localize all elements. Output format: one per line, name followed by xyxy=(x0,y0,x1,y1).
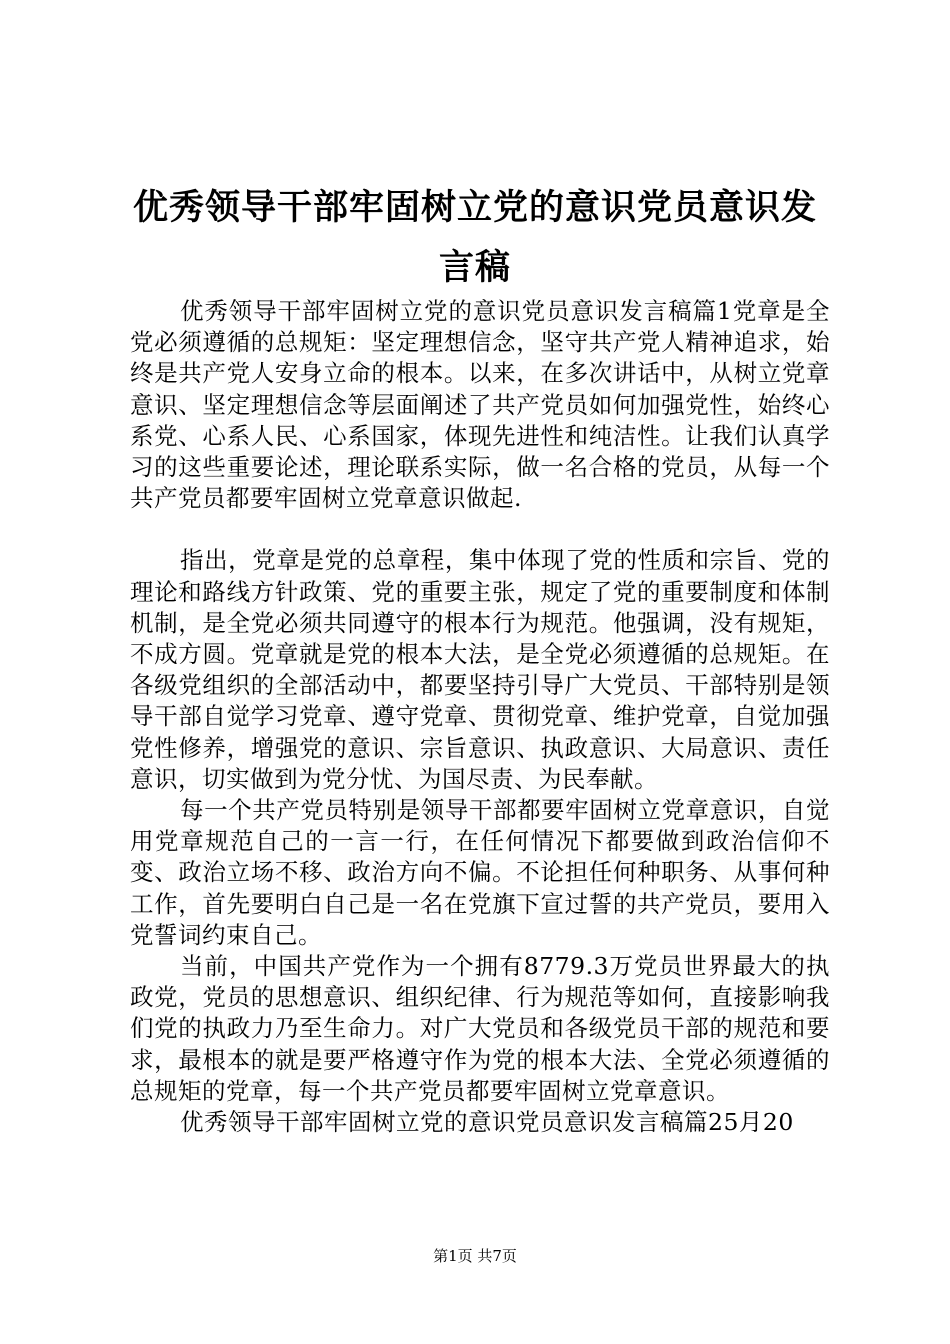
document-body xyxy=(130,296,830,1138)
page-number-footer: 第1页 共7页 xyxy=(433,1247,517,1265)
paragraph: 指出，党章是党的总章程，集中体现了党的性质和宗旨、党的理论和路线方针政策、党的重要主张，规定了党的重要制度和体制机制，是全党必须共同遵守的根本行为规范。他强调，没有规矩，不成方圆。党章就是党的根本大法，是全党必须遵循的总规矩。在各级党组织的全部活动中，都要坚持引导广大党员、干部特别是领导干部自觉学习党章、遵守党章、贯彻党章、维护党章，自觉加强党性修养，增强党的意识、宗旨意识、执政意识、大局意识、责任意识，切实做到为党分忧、为国尽责、为民奉献。 xyxy=(130,546,830,793)
document-title: 优秀领导干部牢固树立党的意识党员意识发言稿 xyxy=(132,188,817,288)
paragraph: 每一个共产党员特别是领导干部都要牢固树立党章意识，自觉用党章规范自己的一言一行，在任何情况下都要做到政治信仰不变、政治立场不移、政治方向不偏。不论担任何种职务、从事何种工作，首先要明白自己是一名在党旗下宣过誓的共产党员，要用入党誓词约束自己。 xyxy=(130,796,830,949)
paragraph: 优秀领导干部牢固树立党的意识党员意识发言稿篇25月20 xyxy=(180,1108,794,1137)
paragraph-spacer xyxy=(130,514,830,545)
paragraph: 优秀领导干部牢固树立党的意识党员意识发言稿篇1党章是全党必须遵循的总规矩：坚定理想信念，坚守共产党人精神追求，始终是共产党人安身立命的根本。以来，在多次讲话中，从树立党章意识、坚定理想信念等层面阐述了共产党员如何加强党性，始终心系党、心系人民、心系国家，体现先进性和纯洁性。让我们认真学习的这些重要论述，理论联系实际，做一名合格的党员，从每一个共产党员都要牢固树立党章意识做起. xyxy=(130,297,830,513)
paragraph: 当前，中国共产党作为一个拥有8779.3万党员世界最大的执政党，党员的思想意识、组织纪律、行为规范等如何，直接影响我们党的执政力乃至生命力。对广大党员和各级党员干部的规范和要求，最根本的就是要严格遵守作为党的根本大法、全党必须遵循的总规矩的党章，每一个共产党员都要牢固树立党章意识。 xyxy=(130,952,830,1105)
